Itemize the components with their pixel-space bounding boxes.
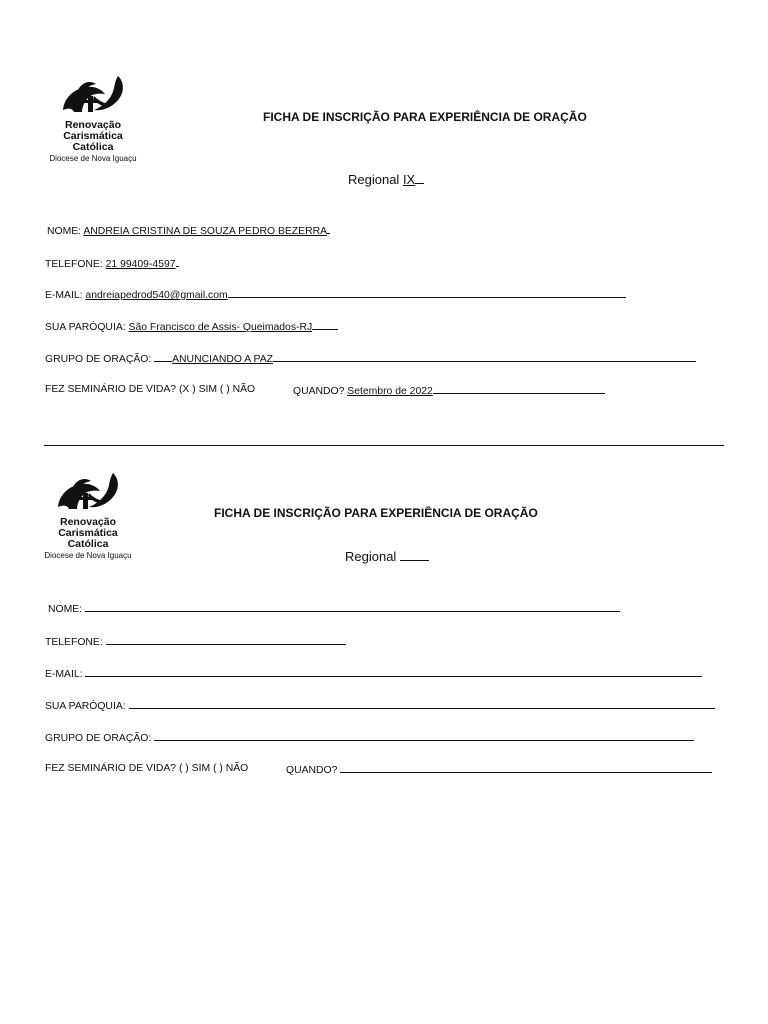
regional-line [345,549,429,564]
quando-value[interactable]: Setembro de 2022 [347,386,433,397]
email-blank[interactable] [85,666,702,677]
seminario-label: FEZ SEMINÁRIO DE VIDA? (X ) SIM ( ) NÃO [45,384,256,395]
telefone-field [45,634,346,650]
form-title: FICHA DE INSCRIÇÃO PARA EXPERIÊNCIA DE ORAÇÃO [263,110,587,124]
telefone-field [45,256,179,272]
email-field [45,666,702,682]
seminario-field [45,762,248,776]
section-divider [44,445,724,446]
telefone-label: TELEFONE: [45,259,106,270]
paroquia-blank [312,319,338,330]
quando-field [286,762,712,778]
telefone-value[interactable]: 21 99409-4597 [105,259,176,270]
logo-line-carismatica: Carismática [58,527,118,539]
nome-field [47,223,330,239]
dove-flame-icon [38,74,148,118]
nome-label: NOME: [47,226,84,237]
form-title: FICHA DE INSCRIÇÃO PARA EXPERIÊNCIA DE ORAÇÃO [214,506,538,520]
paroquia-field [45,698,715,714]
nome-blank [327,223,330,234]
regional-value[interactable]: IX [402,172,416,187]
email-label: E-MAIL: [45,290,86,301]
nome-label: NOME: [48,604,85,615]
paroquia-label: SUA PARÓQUIA: [45,322,129,333]
grupo-field [45,730,694,746]
email-field [45,287,626,303]
grupo-blank [273,351,696,362]
regional-blank [415,173,424,184]
paroquia-blank[interactable] [129,698,715,709]
regional-line [348,172,424,187]
seminario-field [45,383,255,397]
quando-blank [433,383,605,394]
email-value[interactable]: andreiapedrod540@gmail.com [85,290,228,301]
rcc-logo [38,74,148,164]
telefone-label: TELEFONE: [45,637,106,648]
quando-field [293,383,605,399]
nome-blank[interactable] [85,601,620,612]
grupo-label: GRUPO DE ORAÇÃO: [45,354,155,365]
paroquia-value[interactable]: São Francisco de Assis- Queimados-RJ [128,322,313,333]
seminario-label: FEZ SEMINÁRIO DE VIDA? ( ) SIM ( ) NÃO [45,763,249,774]
logo-line-renovacao: Renovação [59,516,117,528]
paroquia-label: SUA PARÓQUIA: [45,701,129,712]
telefone-blank [176,256,179,267]
logo-diocese: Diocese de Nova Iguaçu [49,154,137,163]
grupo-label: GRUPO DE ORAÇÃO: [45,733,155,744]
quando-label: QUANDO? [286,765,341,776]
nome-value[interactable]: ANDREIA CRISTINA DE SOUZA PEDRO BEZERRA [83,226,328,237]
grupo-field [45,351,696,367]
grupo-value[interactable]: ANUNCIANDO A PAZ [172,354,273,365]
nome-field [48,601,620,617]
telefone-blank[interactable] [106,634,346,645]
regional-label: Regional [348,172,403,187]
logo-line-catolica: Católica [67,538,109,550]
grupo-blank[interactable] [154,730,694,741]
paroquia-field [45,319,338,335]
logo-line-renovacao: Renovação [64,119,122,131]
email-label: E-MAIL: [45,669,86,680]
email-blank [228,287,626,298]
dove-flame-icon [33,471,143,515]
quando-blank[interactable] [340,762,712,773]
quando-label: QUANDO? [293,386,348,397]
regional-label: Regional [345,549,400,564]
logo-line-carismatica: Carismática [63,130,123,142]
grupo-blank-left [154,351,172,362]
rcc-logo [33,471,143,561]
logo-diocese: Diocese de Nova Iguaçu [44,551,132,560]
logo-line-catolica: Católica [72,141,114,153]
regional-blank[interactable] [400,550,429,561]
